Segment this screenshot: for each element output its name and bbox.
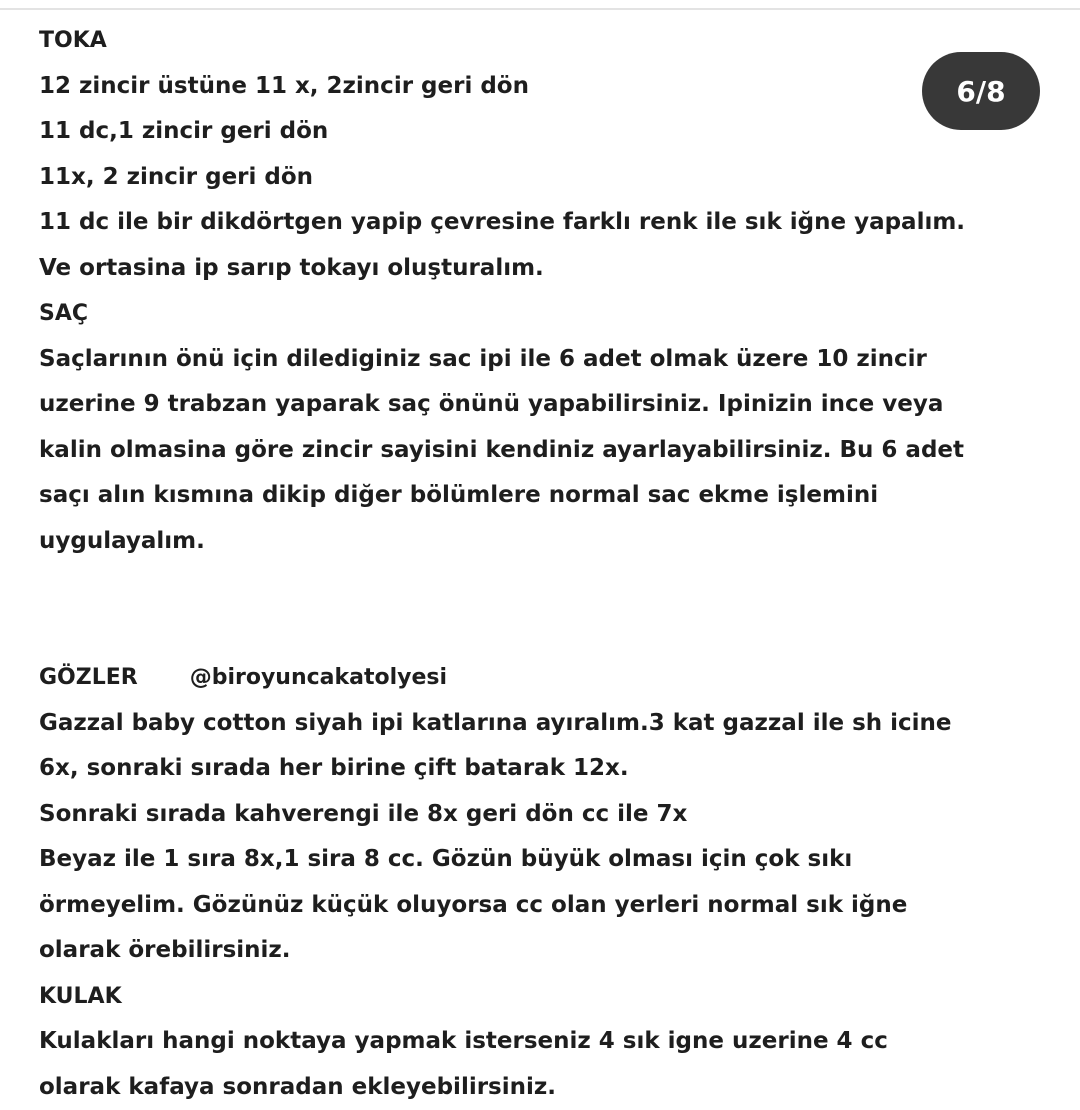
instruction-line: uygulayalım. — [39, 519, 1069, 565]
author-handle: @biroyuncakatolyesi — [190, 665, 447, 690]
instruction-line: Gazzal baby cotton siyah ipi katlarına ayıralım.3 kat gazzal ile sh icine — [39, 701, 1069, 747]
section-heading-toka: TOKA — [39, 18, 1069, 64]
instruction-line: Beyaz ile 1 sıra 8x,1 sira 8 cc. Gözün büyük olması için çok sıkı — [39, 837, 1069, 883]
section-heading-kulak: KULAK — [39, 974, 1069, 1020]
instruction-line: 11 dc ile bir dikdörtgen yapip çevresine farklı renk ile sık iğne yapalım. — [39, 200, 1069, 246]
instruction-line: Ve ortasina ip sarıp tokayı oluşturalım. — [39, 246, 1069, 292]
section-heading-row-gozler — [39, 655, 1069, 701]
instruction-line: 12 zincir üstüne 11 x, 2zincir geri dön — [39, 64, 1069, 110]
instruction-line: Kulakları hangi noktaya yapmak isterseniz 4 sık igne uzerine 4 cc — [39, 1019, 1069, 1065]
instruction-line: 11 dc,1 zincir geri dön — [39, 109, 1069, 155]
instruction-line: Saçlarının önü için dilediginiz sac ipi ile 6 adet olmak üzere 10 zincir — [39, 337, 1069, 383]
page-indicator-badge: 6/8 — [922, 52, 1040, 130]
instruction-line: örmeyelim. Gözünüz küçük oluyorsa cc olan yerleri normal sık iğne — [39, 883, 1069, 929]
pattern-instructions — [39, 18, 1069, 1110]
instruction-line: olarak kafaya sonradan ekleyebilirsiniz. — [39, 1065, 1069, 1110]
instruction-line: Sonraki sırada kahverengi ile 8x geri dön cc ile 7x — [39, 792, 1069, 838]
instruction-line: uzerine 9 trabzan yaparak saç önünü yapabilirsiniz. Ipinizin ince veya — [39, 382, 1069, 428]
instruction-line: saçı alın kısmına dikip diğer bölümlere normal sac ekme işlemini — [39, 473, 1069, 519]
instruction-line: 6x, sonraki sırada her birine çift batarak 12x. — [39, 746, 1069, 792]
instruction-line: 11x, 2 zincir geri dön — [39, 155, 1069, 201]
section-heading-sac: SAÇ — [39, 291, 1069, 337]
instruction-line: kalin olmasina göre zincir sayisini kendiniz ayarlayabilirsiniz. Bu 6 adet — [39, 428, 1069, 474]
section-heading-gozler: GÖZLER — [39, 665, 138, 690]
instruction-line: olarak örebilirsiniz. — [39, 928, 1069, 974]
section-gap — [39, 564, 1069, 655]
top-divider — [0, 8, 1080, 10]
